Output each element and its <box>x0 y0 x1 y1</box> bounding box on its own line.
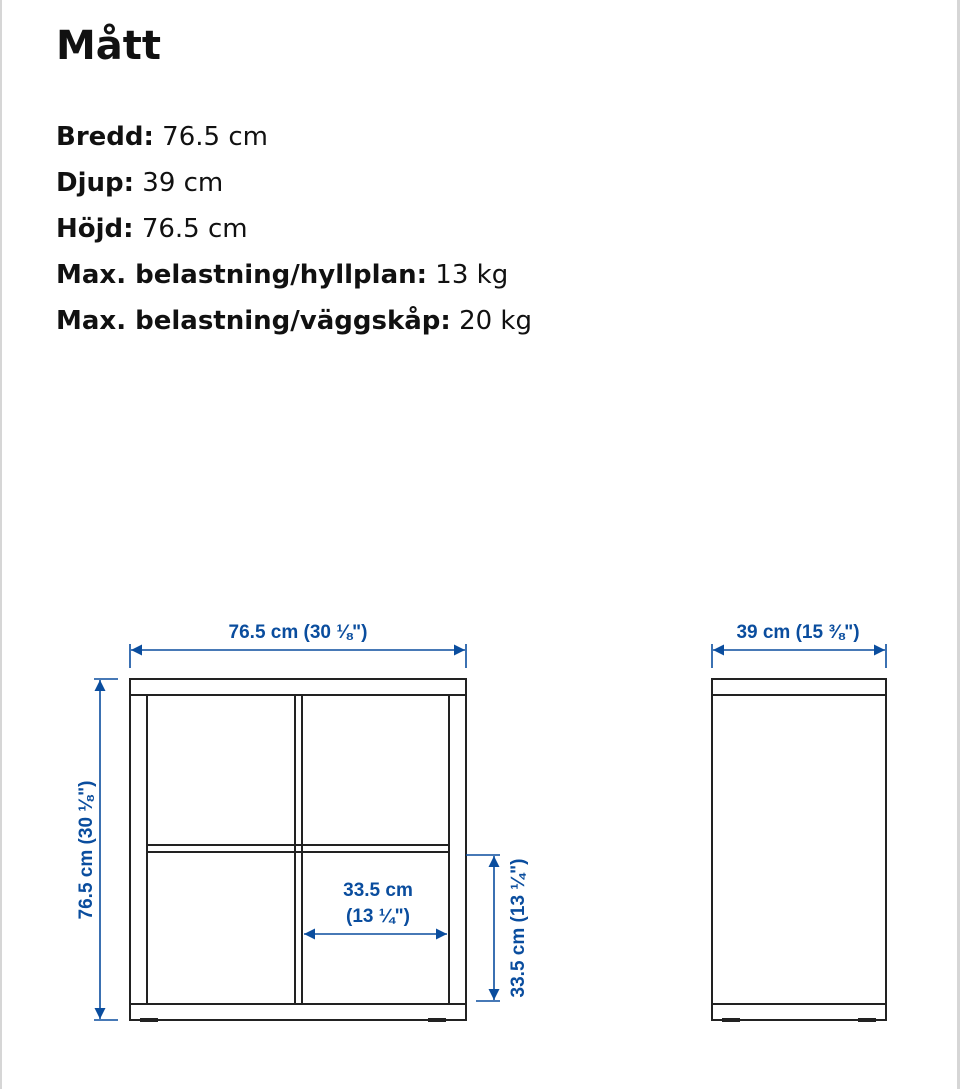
side-panel <box>712 695 886 1004</box>
front-horizontal-shelf <box>147 845 449 852</box>
spec-value: 13 kg <box>435 260 509 290</box>
side-top-panel <box>712 679 886 695</box>
spec-label: Djup: <box>56 168 135 198</box>
front-right-side <box>449 695 466 1004</box>
depth-label: 39 cm (15 ⅜") <box>736 622 860 643</box>
inner-width-label-line2: (13 ¼") <box>346 906 410 927</box>
front-left-side <box>130 695 147 1004</box>
side-bottom-panel <box>712 1004 886 1020</box>
inner-width-label-line1: 33.5 cm <box>343 880 413 901</box>
spec-label: Höjd: <box>56 214 134 244</box>
front-view-shelf <box>130 679 466 1020</box>
width-label: 76.5 cm (30 ⅛") <box>228 622 368 643</box>
front-bottom-panel <box>130 1004 466 1020</box>
spec-value: 76.5 cm <box>162 122 268 152</box>
spec-value: 20 kg <box>459 306 532 336</box>
front-vertical-divider <box>295 695 302 1004</box>
height-label: 76.5 cm (30 ⅛") <box>76 780 97 920</box>
side-view-shelf <box>712 679 886 1020</box>
spec-label: Bredd: <box>56 122 154 152</box>
page-title: Mått <box>56 23 162 69</box>
spec-label: Max. belastning/hyllplan: <box>56 260 428 290</box>
spec-value: 39 cm <box>142 168 224 198</box>
front-top-panel <box>130 679 466 695</box>
inner-height-label: 33.5 cm (13 ¼") <box>508 858 529 998</box>
dimension-lines <box>94 644 886 1020</box>
spec-label: Max. belastning/väggskåp: <box>56 306 451 336</box>
spec-value: 76.5 cm <box>141 214 248 244</box>
